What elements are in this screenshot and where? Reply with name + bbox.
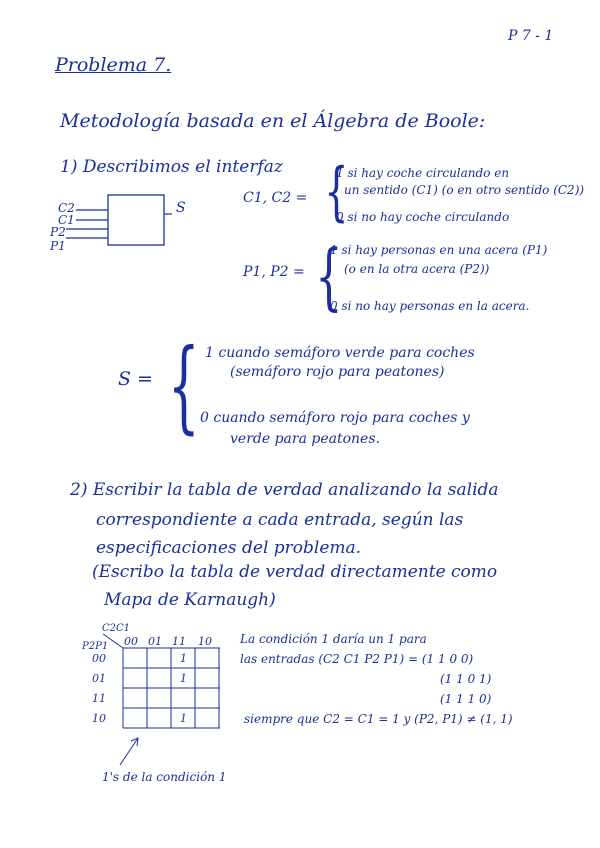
p-vars: P1, P2 =	[243, 264, 305, 280]
s-def-1: 1 cuando semáforo verde para coches	[205, 345, 475, 361]
kmap-col-header: 11	[172, 635, 186, 648]
output-label-s: S	[176, 200, 186, 216]
step2-line-2: correspondiente a cada entrada, según las	[96, 510, 464, 530]
step2-line-3: especificaciones del problema.	[96, 538, 362, 558]
s-def-3: 0 cuando semáforo rojo para coches y	[200, 410, 470, 426]
s-var: S =	[118, 368, 153, 390]
note-line-2: las entradas (C2 C1 P2 P1) = (1 1 0 0)	[240, 652, 474, 666]
step1-heading: 1) Describimos el interfaz	[60, 157, 283, 177]
methodology-subtitle: Metodología basada en el Álgebra de Boole:	[60, 110, 486, 132]
annotation-arrow	[120, 738, 138, 765]
kmap-cell: 1	[180, 712, 187, 725]
kmap-cell: 1	[180, 652, 187, 665]
step2-line-4: (Escribo la tabla de verdad directamente como	[92, 562, 498, 582]
kmap-row-header: 11	[92, 692, 106, 705]
kmap-cell: 1	[180, 672, 187, 685]
p-brace: {	[315, 234, 343, 318]
kmap-col-header: 00	[124, 635, 138, 648]
s-brace: {	[167, 327, 200, 444]
input-label-p1: P1	[50, 239, 66, 253]
s-def-4: verde para peatones.	[230, 431, 380, 447]
s-def-2: (semáforo rojo para peatones)	[230, 364, 445, 380]
kmap-col-header: 10	[198, 635, 212, 648]
kmap-col-header: 01	[148, 635, 162, 648]
kmap-row-var: P2P1	[82, 641, 109, 652]
kmap-col-var: C2C1	[102, 623, 131, 634]
p-def-2: (o en la otra acera (P2))	[344, 262, 490, 276]
c-def-2: un sentido (C1) (o en otro sentido (C2))	[344, 183, 585, 197]
kmap-annotation: 1's de la condición 1	[102, 770, 227, 784]
input-label-c1: C1	[58, 213, 75, 227]
note-line-1: La condición 1 daría un 1 para	[240, 632, 427, 646]
p-def-1: 1 si hay personas en una acera (P1)	[330, 243, 548, 257]
note-line-4: (1 1 1 0)	[440, 692, 492, 706]
c-def-3: 0 si no hay coche circulando	[336, 210, 510, 224]
step2-line-5: Mapa de Karnaugh)	[104, 590, 276, 610]
problem-title: Problema 7.	[55, 54, 172, 76]
step2-line-1: 2) Escribir la tabla de verdad analizando la salida	[70, 480, 499, 500]
input-label-p2: P2	[50, 225, 66, 239]
karnaugh-map-grid	[103, 634, 220, 728]
p-def-3: 0 si no hay personas en la acera.	[330, 299, 530, 313]
page-number: P 7 - 1	[508, 28, 554, 44]
kmap-row-header: 01	[92, 672, 106, 685]
c-brace: {	[324, 155, 349, 229]
input-label-c2: C2	[58, 201, 75, 215]
note-line-3: (1 1 0 1)	[440, 672, 492, 686]
c-def-1: 1 si hay coche circulando en	[336, 166, 510, 180]
kmap-row-header: 00	[92, 652, 106, 665]
kmap-row-header: 10	[92, 712, 106, 725]
c-vars: C1, C2 =	[243, 190, 308, 206]
interface-box	[108, 195, 164, 245]
note-line-5: siempre que C2 = C1 = 1 y (P2, P1) ≠ (1, 1)	[244, 712, 513, 726]
